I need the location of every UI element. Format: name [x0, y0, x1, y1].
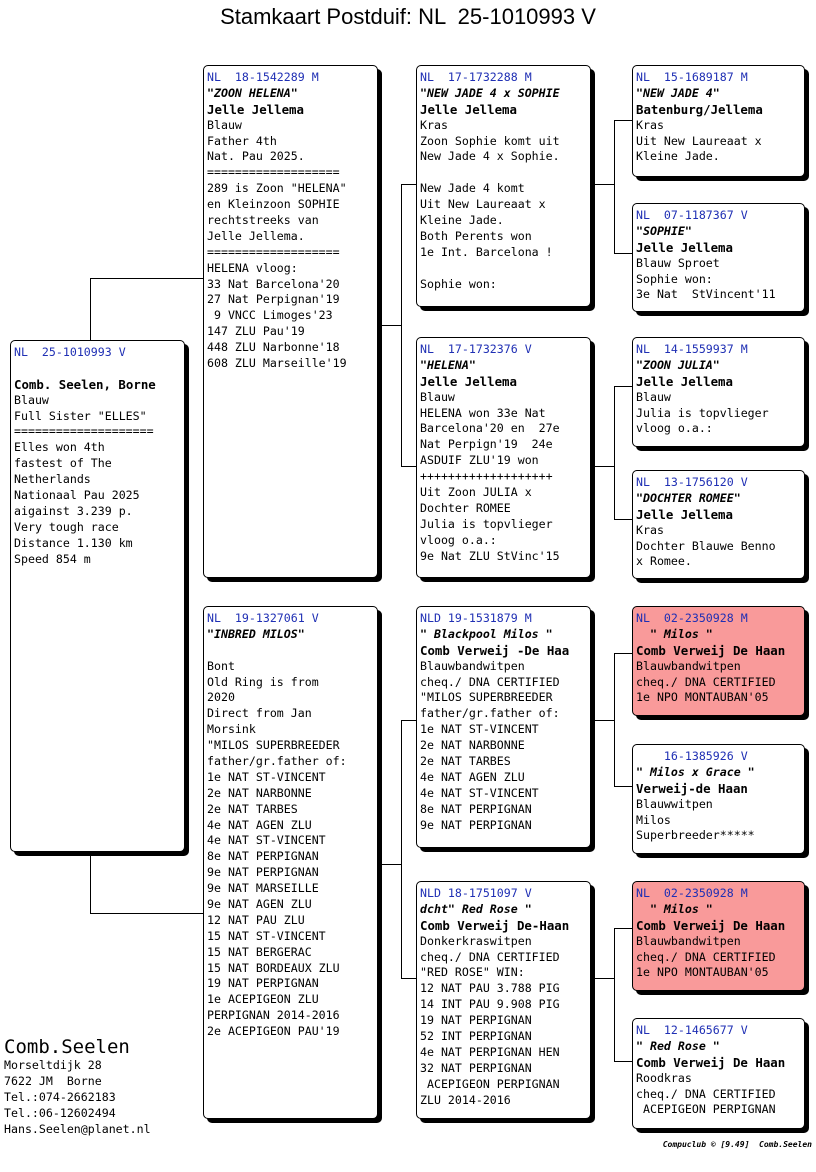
info-line: Comb. Seelen, Borne — [14, 376, 156, 392]
info-line: cheq./ DNA CERTIFIED — [636, 1086, 776, 1101]
info-line: 12 NAT PAU 3.788 PIG — [420, 981, 560, 996]
info-line: 4e NAT AGEN ZLU — [420, 769, 525, 784]
info-line: "MILOS SUPERBREEDER — [420, 690, 553, 705]
breeder-city: 7622 JM Borne — [4, 1073, 102, 1088]
connector — [401, 720, 417, 721]
pigeon-name: "ZOON HELENA" — [207, 85, 298, 100]
main-pigeon-card[interactable] — [10, 340, 185, 852]
info-line: 2020 — [207, 690, 235, 705]
info-line: 4e NAT ST-VINCENT — [207, 833, 326, 848]
ring-number: 16-1385926 V — [636, 749, 748, 763]
info-line: vloog o.a.: — [636, 421, 713, 436]
info-line: father/gr.father of: — [207, 754, 347, 769]
father-father-card[interactable] — [416, 65, 591, 307]
info-line: 9e Nat ZLU StVinc'15 — [420, 548, 560, 563]
info-line: 9e NAT PERPIGNAN — [207, 865, 319, 880]
info-line: 4e NAT PERPIGNAN HEN — [420, 1044, 560, 1059]
info-line: Elles won 4th — [14, 440, 105, 455]
info-line: 4e NAT ST-VINCENT — [420, 785, 539, 800]
info-line: 9 VNCC Limoges'23 — [207, 308, 333, 323]
owner-name: Comb Verweij De Haan — [636, 1054, 786, 1070]
info-line: Kras — [420, 117, 448, 132]
connector — [614, 653, 615, 786]
connector — [90, 278, 91, 340]
owner-name: Batenburg/Jellema — [636, 101, 763, 117]
info-line: Sophie won: — [636, 271, 713, 286]
info-line: 19 NAT PERPIGNAN — [207, 976, 319, 991]
info-line: 52 INT PERPIGNAN — [420, 1029, 532, 1044]
ring-number: NL 02-2350928 M — [636, 886, 748, 900]
owner-name: Verweij-de Haan — [636, 780, 748, 796]
info-line — [420, 165, 587, 181]
info-line: New Jade 4 x Sophie. — [420, 149, 560, 164]
mf-father-card[interactable] — [632, 606, 805, 716]
ring-number: NL 19-1327061 V — [207, 611, 319, 625]
info-line: 1e NPO MONTAUBAN'05 — [636, 690, 769, 705]
pigeon-name: "SOPHIE" — [636, 223, 692, 238]
info-line: ==================== — [14, 424, 154, 439]
connector — [591, 466, 614, 467]
info-line: "RED ROSE" WIN: — [420, 965, 525, 980]
connector — [614, 786, 632, 787]
ring-number: NL 15-1689187 M — [636, 70, 748, 84]
info-line: 19 NAT PERPIGNAN — [420, 1013, 532, 1028]
info-line: Blauwbandwitpen — [420, 658, 525, 673]
info-line: Milos — [636, 812, 671, 827]
info-line: 1e NAT ST-VINCENT — [420, 722, 539, 737]
ring-number: NLD 18-1751097 V — [420, 886, 532, 900]
info-line: Superbreeder***** — [636, 828, 755, 843]
info-line: +++++++++++++++++++ — [420, 469, 553, 484]
connector — [90, 913, 204, 914]
info-line: Uit New Laureaat x — [420, 197, 546, 212]
info-line: 9e NAT PERPIGNAN — [420, 817, 532, 832]
info-line: 14 INT PAU 9.908 PIG — [420, 997, 560, 1012]
ff-father-card[interactable] — [632, 65, 805, 177]
info-line — [14, 361, 181, 377]
info-line: 15 NAT BORDEAUX ZLU — [207, 960, 340, 975]
owner-name: Comb Verweij -De Haa — [420, 642, 570, 658]
fm-mother-card[interactable] — [632, 470, 805, 579]
connector — [401, 466, 417, 467]
connector — [90, 852, 91, 914]
connector — [614, 386, 632, 387]
info-line: ASDUIF ZLU'19 won — [420, 453, 539, 468]
owner-name: Jelle Jellema — [420, 101, 517, 117]
connector — [614, 519, 632, 520]
father-card[interactable] — [203, 65, 378, 578]
pigeon-name: " Milos " — [636, 626, 713, 641]
info-line: cheq./ DNA CERTIFIED — [636, 949, 776, 964]
info-line: Donkerkraswitpen — [420, 933, 532, 948]
info-line: Full Sister "ELLES" — [14, 408, 147, 423]
info-line: Nat. Pau 2025. — [207, 149, 305, 164]
info-line: Nationaal Pau 2025 — [14, 488, 140, 503]
breeder-address: Morseltdijk 28 — [4, 1058, 102, 1072]
connector — [591, 184, 614, 185]
breeder-info — [4, 1036, 151, 1137]
info-line: 27 Nat Perpignan'19 — [207, 292, 340, 307]
info-line: 15 NAT ST-VINCENT — [207, 928, 326, 943]
info-line: Blauw — [14, 392, 49, 407]
connector — [614, 1061, 632, 1062]
info-line: rechtstreeks van — [207, 213, 319, 228]
info-line: 1e ACEPIGEON ZLU — [207, 992, 319, 1007]
info-line: Direct from Jan — [207, 706, 312, 721]
info-line: 2e NAT TARBES — [420, 754, 511, 769]
info-line: Blauw Sproet — [636, 255, 720, 270]
ring-number: NL 18-1542289 M — [207, 70, 319, 84]
pigeon-name: " Red Rose " — [636, 1038, 720, 1053]
info-line: 2e NAT NARBONNE — [420, 738, 525, 753]
info-line: Kleine Jade. — [636, 149, 720, 164]
ring-number: NL 07-1187367 V — [636, 208, 748, 222]
info-line: "MILOS SUPERBREEDER — [207, 738, 340, 753]
info-line: cheq./ DNA CERTIFIED — [420, 674, 560, 689]
info-line: ZLU 2014-2016 — [420, 1092, 511, 1107]
footer-credit: Compuclub © [9.49] Comb.Seelen — [662, 1140, 812, 1149]
pigeon-name: " Milos " — [636, 901, 713, 916]
info-line: x Romee. — [636, 554, 692, 569]
info-line: Barcelona'20 en 27e — [420, 421, 560, 436]
info-line: Distance 1.130 km — [14, 535, 133, 550]
info-line: Julia is topvlieger — [636, 405, 769, 420]
info-line: =================== — [207, 165, 340, 180]
pigeon-name: "INBRED MILOS" — [207, 626, 305, 641]
breeder-name: Comb.Seelen — [4, 1036, 130, 1058]
owner-name: Jelle Jellema — [636, 373, 733, 389]
ring-number: NL 12-1465677 V — [636, 1023, 748, 1037]
connector — [614, 653, 632, 654]
pigeon-name: dcht" Red Rose " — [420, 901, 532, 916]
breeder-phone-1: Tel.:074-2662183 — [4, 1089, 116, 1104]
info-line: Blauw — [636, 389, 671, 404]
info-line: HELENA won 33e Nat — [420, 405, 546, 420]
owner-name: Jelle Jellema — [207, 101, 304, 117]
info-line: Kras — [636, 117, 664, 132]
info-line: 608 ZLU Marseille'19 — [207, 356, 347, 371]
info-line: 2e ACEPIGEON PAU'19 — [207, 1024, 340, 1039]
info-line: Kleine Jade. — [420, 213, 504, 228]
info-line: 2e NAT NARBONNE — [207, 785, 312, 800]
info-line: ACEPIGEON PERPIGNAN — [636, 1102, 776, 1117]
info-line: 15 NAT BERGERAC — [207, 944, 312, 959]
info-line: 448 ZLU Narbonne'18 — [207, 340, 340, 355]
mother-card[interactable] — [203, 606, 378, 1119]
info-line: Both Perents won — [420, 228, 532, 243]
info-line: Zoon Sophie komt uit — [420, 133, 560, 148]
info-line: Sophie won: — [420, 276, 497, 291]
info-line: 1e NPO MONTAUBAN'05 — [636, 965, 769, 980]
info-line: Old Ring is from — [207, 674, 319, 689]
ring-number: NL 17-1732376 V — [420, 342, 532, 356]
info-line: Julia is topvlieger — [420, 516, 553, 531]
connector — [614, 120, 632, 121]
info-line: 33 Nat Barcelona'20 — [207, 276, 340, 291]
info-line: 4e NAT AGEN ZLU — [207, 817, 312, 832]
info-line: Father 4th — [207, 133, 277, 148]
connector — [614, 928, 632, 929]
info-line: cheq./ DNA CERTIFIED — [636, 674, 776, 689]
ring-number: NL 13-1756120 V — [636, 475, 748, 489]
connector — [401, 720, 402, 978]
info-line: 2e NAT TARBES — [207, 801, 298, 816]
page-title: Stamkaart Postduif: NL 25-1010993 V — [220, 4, 596, 29]
ring-number: NL 25-1010993 V — [14, 345, 126, 359]
info-line: Blauwbandwitpen — [636, 933, 741, 948]
owner-name: Comb Verweij De Haan — [636, 917, 786, 933]
info-line: Dochter ROMEE — [420, 500, 511, 515]
connector — [378, 325, 401, 326]
info-line: 8e NAT PERPIGNAN — [207, 849, 319, 864]
info-line: 147 ZLU Pau'19 — [207, 324, 305, 339]
ring-number: NL 14-1559937 M — [636, 342, 748, 356]
info-line: Bont — [207, 658, 235, 673]
info-line: Very tough race — [14, 519, 119, 534]
connector — [378, 864, 401, 865]
info-line: 289 is Zoon "HELENA" — [207, 181, 347, 196]
info-line: PERPIGNAN 2014-2016 — [207, 1008, 340, 1023]
owner-name: Comb Verweij De-Haan — [420, 917, 570, 933]
connector — [614, 120, 615, 253]
connector — [591, 978, 614, 979]
mf-mother-card[interactable] — [632, 744, 805, 854]
info-line: Roodkras — [636, 1070, 692, 1085]
connector — [90, 278, 204, 279]
info-line: Jelle Jellema. — [207, 228, 305, 243]
info-line: 32 NAT PERPIGNAN — [420, 1060, 532, 1075]
pigeon-name: " Milos x Grace " — [636, 764, 755, 779]
mother-mother-card[interactable] — [416, 881, 591, 1119]
info-line: ACEPIGEON PERPIGNAN — [420, 1076, 560, 1091]
father-mother-card[interactable] — [416, 337, 591, 578]
info-line: aigainst 3.239 p. — [14, 503, 133, 518]
info-line: Speed 854 m — [14, 551, 91, 566]
info-line: Blauw — [420, 389, 455, 404]
info-line: 1e Int. Barcelona ! — [420, 244, 553, 259]
owner-name: Jelle Jellema — [420, 373, 517, 389]
connector — [401, 184, 402, 466]
connector — [614, 386, 615, 519]
info-line: Blauwbandwitpen — [636, 658, 741, 673]
owner-name: Comb Verweij De Haan — [636, 642, 786, 658]
info-line: fastest of The — [14, 456, 112, 471]
pigeon-name: "HELENA" — [420, 357, 476, 372]
pigeon-name: " Blackpool Milos " — [420, 626, 553, 641]
owner-name: Jelle Jellema — [636, 506, 733, 522]
info-line: 3e Nat StVincent'11 — [636, 287, 776, 302]
pigeon-name: "ZOON JULIA" — [636, 357, 720, 372]
info-line: 9e NAT MARSEILLE — [207, 881, 319, 896]
ring-number: NLD 19-1531879 M — [420, 611, 532, 625]
info-line: Uit Zoon JULIA x — [420, 485, 532, 500]
info-line: Kras — [636, 522, 664, 537]
info-line: 12 NAT PAU ZLU — [207, 912, 305, 927]
fm-father-card[interactable] — [632, 337, 805, 447]
ff-mother-card[interactable] — [632, 203, 805, 312]
info-line: Morsink — [207, 722, 256, 737]
mother-father-card[interactable] — [416, 606, 591, 848]
mm-father-card[interactable] — [632, 881, 805, 991]
info-line: =================== — [207, 244, 340, 259]
connector — [614, 928, 615, 1061]
pigeon-name: "NEW JADE 4 x SOPHIE — [420, 85, 560, 100]
info-line: Blauwwitpen — [636, 796, 713, 811]
info-line: 9e NAT AGEN ZLU — [207, 897, 312, 912]
connector — [401, 978, 417, 979]
connector — [591, 720, 614, 721]
info-line: vloog o.a.: — [420, 532, 497, 547]
info-line: cheq./ DNA CERTIFIED — [420, 949, 560, 964]
info-line: Netherlands — [14, 472, 91, 487]
owner-name — [207, 643, 374, 659]
info-line: 1e NAT ST-VINCENT — [207, 769, 326, 784]
mm-mother-card[interactable] — [632, 1018, 805, 1129]
info-line: Uit New Laureaat x — [636, 133, 762, 148]
info-line: en Kleinzoon SOPHIE — [207, 197, 340, 212]
ring-number: NL 02-2350928 M — [636, 611, 748, 625]
info-line: 8e NAT PERPIGNAN — [420, 801, 532, 816]
breeder-phone-2: Tel.:06-12602494 — [4, 1105, 116, 1120]
info-line: Nat Perpign'19 24e — [420, 437, 553, 452]
info-line: New Jade 4 komt — [420, 181, 525, 196]
info-line — [420, 261, 587, 277]
info-line: Blauw — [207, 117, 242, 132]
info-line: father/gr.father of: — [420, 706, 560, 721]
info-line: HELENA vloog: — [207, 260, 298, 275]
connector — [401, 184, 417, 185]
breeder-email[interactable]: Hans.Seelen@planet.nl — [4, 1121, 151, 1136]
owner-name: Jelle Jellema — [636, 239, 733, 255]
info-line: Dochter Blauwe Benno — [636, 538, 776, 553]
pigeon-name: "DOCHTER ROMEE" — [636, 490, 741, 505]
connector — [614, 253, 632, 254]
pigeon-name: "NEW JADE 4" — [636, 85, 720, 100]
ring-number: NL 17-1732288 M — [420, 70, 532, 84]
